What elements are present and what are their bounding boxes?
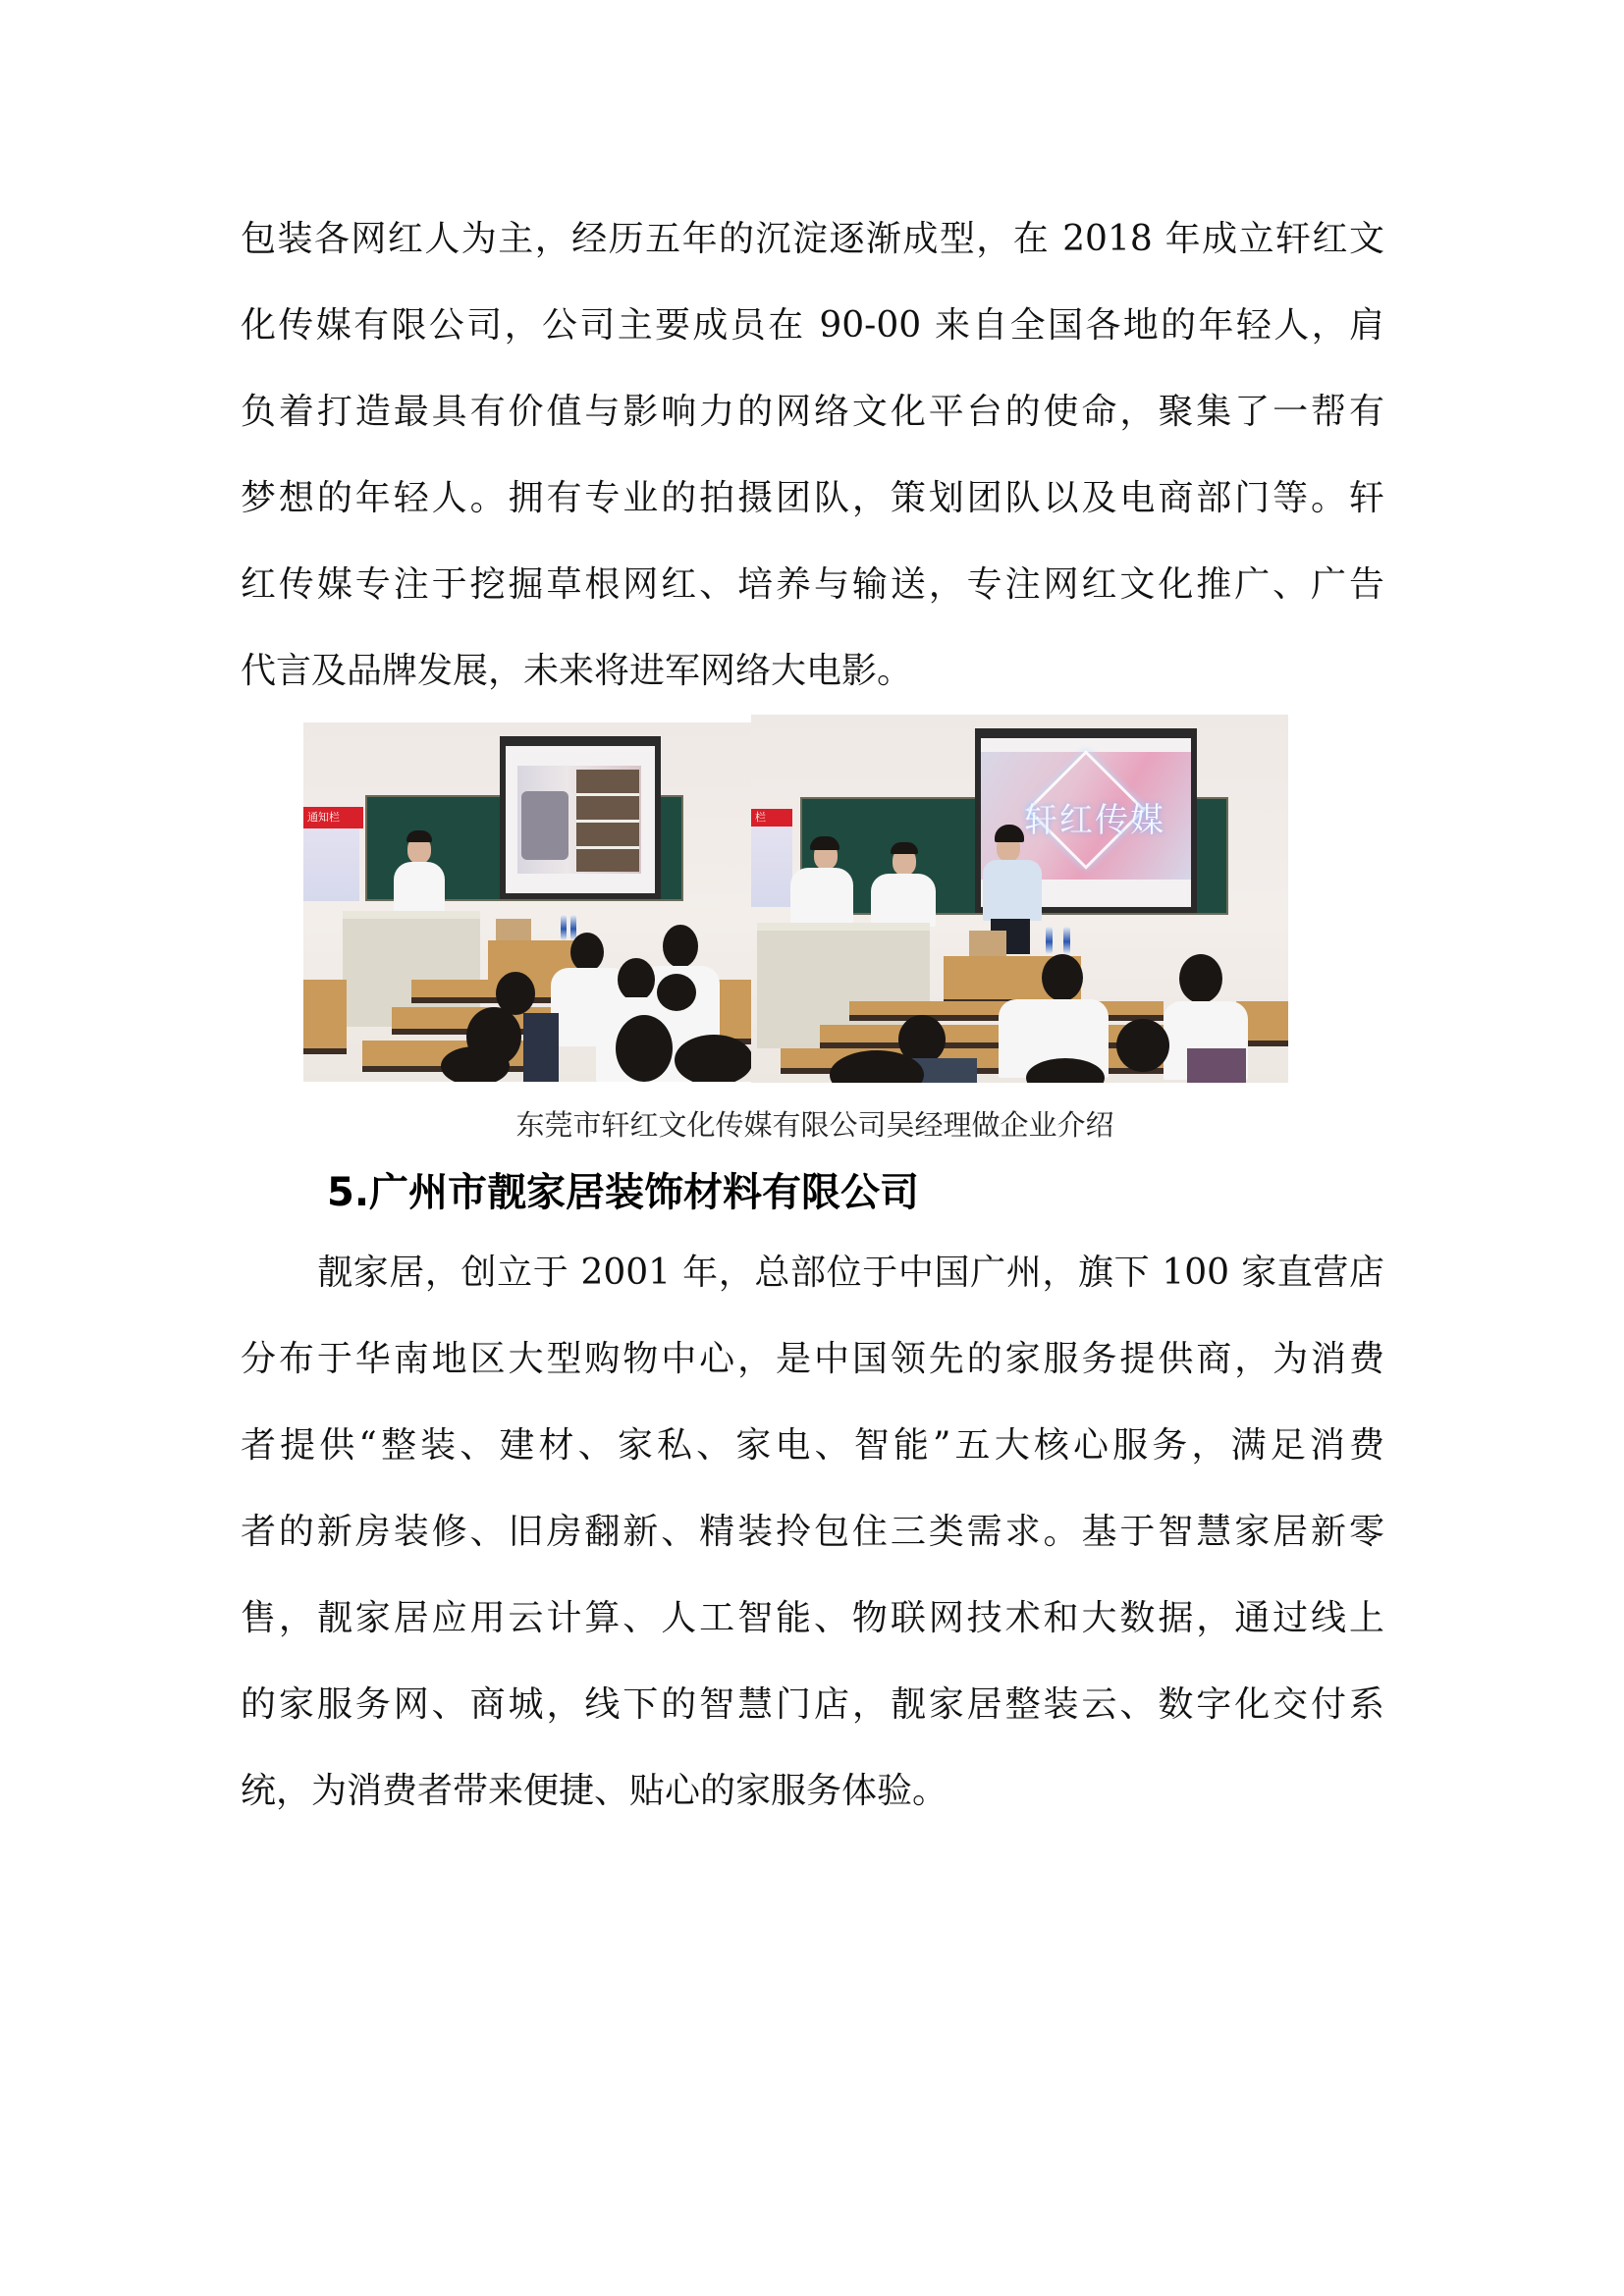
paragraph-line: 靓家居，创立于 2001 年，总部位于中国广州，旗下 100 家直营店 bbox=[317, 1253, 1384, 1293]
section-heading: 5.广州市靓家居装饰材料有限公司 bbox=[327, 1170, 920, 1215]
notice-board-label: 通知栏 bbox=[303, 807, 363, 828]
slide-title: 轩红传媒 bbox=[1024, 801, 1165, 840]
presenter bbox=[983, 860, 1042, 921]
paragraph-line: 的家服务网、商城，线下的智慧门店，靓家居整装云、数字化交付系 bbox=[241, 1684, 1384, 1725]
paragraph-line: 红传媒专注于挖掘草根网红、培养与输送，专注网红文化推广、广告 bbox=[241, 564, 1384, 605]
paragraph-line: 分布于华南地区大型购物中心，是中国领先的家服务提供商，为消费 bbox=[241, 1339, 1384, 1379]
figure-caption: 东莞市轩红文化传媒有限公司吴经理做企业介绍 bbox=[515, 1108, 1114, 1142]
projection-screen bbox=[500, 736, 661, 899]
paragraph-line: 化传媒有限公司，公司主要成员在 90-00 来自全国各地的年轻人，肩 bbox=[241, 305, 1384, 346]
paragraph-line: 者的新房装修、旧房翻新、精装拎包住三类需求。基于智慧家居新零 bbox=[241, 1512, 1384, 1552]
paragraph-line: 者提供“整装、建材、家私、家电、智能”五大核心服务，满足消费 bbox=[241, 1425, 1384, 1466]
presenter bbox=[790, 868, 853, 925]
notice-board-label: 栏 bbox=[751, 809, 792, 827]
paragraph-line: 代言及品牌发展，未来将进军网络大电影。 bbox=[241, 651, 913, 691]
paragraph-line: 包装各网红人为主，经历五年的沉淀逐渐成型，在 2018 年成立轩红文 bbox=[241, 219, 1384, 259]
paragraph-line: 负着打造最具有价值与影响力的网络文化平台的使命，聚集了一帮有 bbox=[241, 392, 1384, 432]
paragraph-line: 售，靓家居应用云计算、人工智能、物联网技术和大数据，通过线上 bbox=[241, 1598, 1384, 1638]
classroom-photo-right bbox=[751, 715, 1288, 1083]
presenter bbox=[871, 874, 936, 927]
classroom-photo-left bbox=[303, 722, 753, 1082]
presenter bbox=[394, 862, 445, 913]
paragraph-line: 梦想的年轻人。拥有专业的拍摄团队，策划团队以及电商部门等。轩 bbox=[241, 478, 1384, 518]
paragraph-line: 统，为消费者带来便捷、贴心的家服务体验。 bbox=[241, 1771, 948, 1811]
